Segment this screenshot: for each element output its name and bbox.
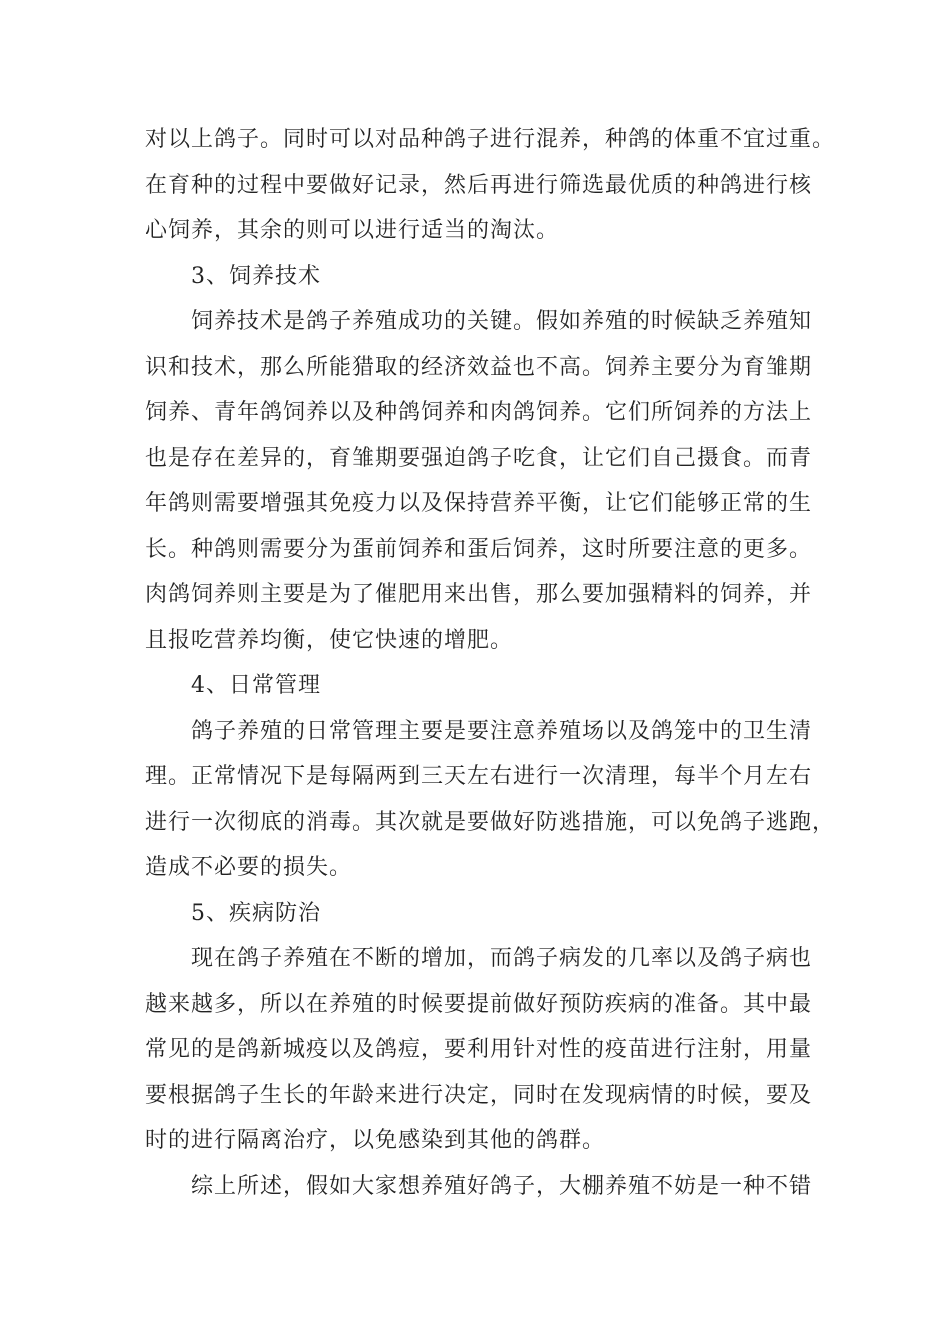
- text-line: 现在鸽子养殖在不断的增加，而鸽子病发的几率以及鸽子病也: [191, 946, 813, 971]
- paragraph-feeding-technique: [145, 299, 835, 663]
- text-line: 心饲养，其余的则可以进行适当的淘汰。: [145, 218, 560, 243]
- text-line: 要根据鸽子生长的年龄来进行决定，同时在发现病情的时候，要及: [145, 1082, 813, 1108]
- text-line: 识和技术，那么所能猎取的经济效益也不高。饲养主要分为育雏期: [145, 354, 813, 380]
- text-line: 理。正常情况下是每隔两到三天左右进行一次清理，每半个月左右: [145, 764, 813, 789]
- section-heading-3: [145, 254, 835, 300]
- text-line: 且报吃营养均衡，使它快速的增肥。: [145, 627, 514, 653]
- paragraph-conclusion: [145, 1164, 835, 1210]
- text-line: 也是存在差异的，育雏期要强迫鸽子吃食，让它们自己摄食。而青: [145, 445, 813, 471]
- document-body: [145, 117, 835, 1209]
- text-line: 肉鸽饲养则主要是为了催肥用来出售，那么要加强精料的饲养，并: [145, 582, 813, 607]
- text-line: 越来越多，所以在养殖的时候要提前做好预防疾病的准备。其中最: [145, 991, 813, 1017]
- paragraph-daily-management: [145, 709, 835, 891]
- text-line: 年鸽则需要增强其免疫力以及保持营养平衡，让它们能够正常的生: [145, 491, 813, 516]
- text-line: 在育种的过程中要做好记录，然后再进行筛选最优质的种鸽进行核: [145, 172, 813, 198]
- text-line: 对以上鸽子。同时可以对品种鸽子进行混养，种鸽的体重不宜过重。: [145, 127, 836, 152]
- section-heading-4: [145, 663, 835, 709]
- paragraph-intro-continued: [145, 117, 835, 254]
- text-line: 常见的是鸽新城疫以及鸽痘，要利用针对性的疫苗进行注射，用量: [145, 1037, 813, 1062]
- text-line: 时的进行隔离治疗，以免感染到其他的鸽群。: [145, 1128, 606, 1153]
- text-line: 综上所述，假如大家想养殖好鸽子，大棚养殖不妨是一种不错: [191, 1173, 813, 1199]
- text-line: 长。种鸽则需要分为蛋前饲养和蛋后饲养，这时所要注意的更多。: [145, 536, 813, 562]
- paragraph-disease-prevention: [145, 936, 835, 1164]
- section-heading-text: 3、饲养技术: [191, 263, 321, 289]
- section-heading-5: [145, 891, 835, 937]
- text-line: 饲养、青年鸽饲养以及种鸽饲养和肉鸽饲养。它们所饲养的方法上: [145, 400, 813, 425]
- text-line: 鸽子养殖的日常管理主要是要注意养殖场以及鸽笼中的卫生清: [191, 718, 813, 744]
- text-line: 造成不必要的损失。: [145, 855, 353, 880]
- section-heading-text: 4、日常管理: [191, 673, 321, 698]
- text-line: 进行一次彻底的消毒。其次就是要做好防逃措施，可以免鸽子逃跑，: [145, 809, 836, 835]
- section-heading-text: 5、疾病防治: [191, 900, 321, 926]
- text-line: 饲养技术是鸽子养殖成功的关键。假如养殖的时候缺乏养殖知: [191, 309, 813, 334]
